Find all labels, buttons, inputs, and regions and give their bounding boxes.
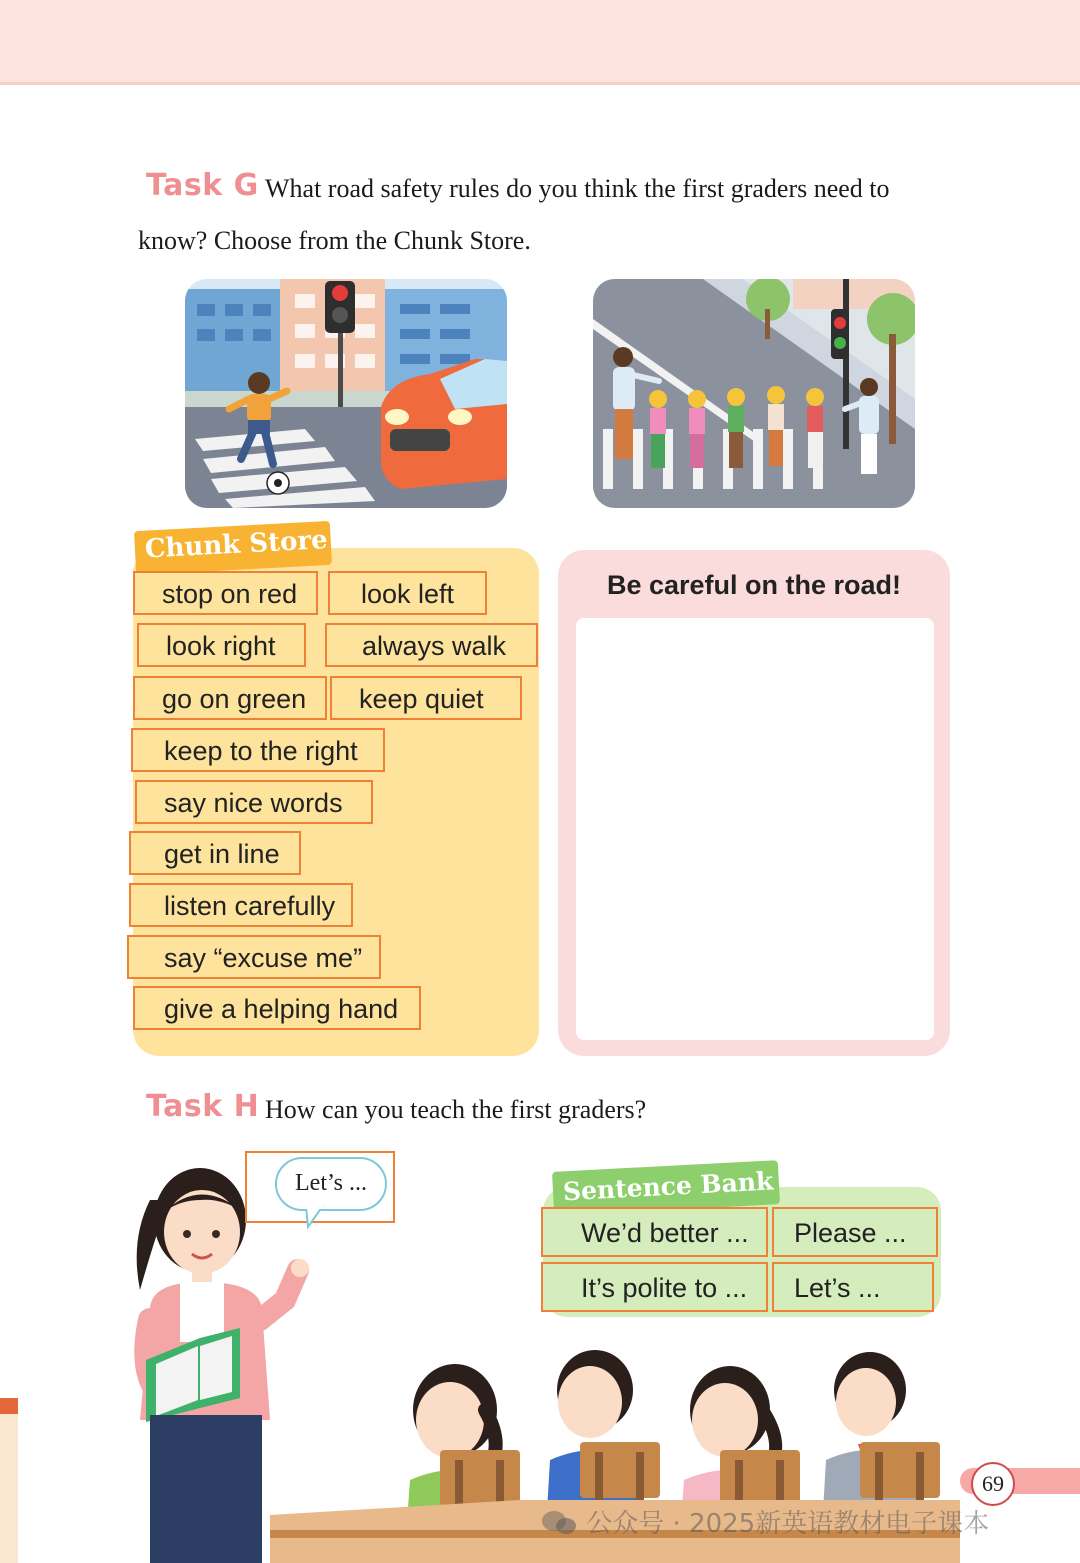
chunk-store-title-text: Chunk Store (144, 525, 329, 565)
chunk-item[interactable]: look left (328, 571, 487, 615)
chunk-item[interactable]: look right (137, 623, 306, 667)
sentence-item[interactable]: Please ... (772, 1207, 938, 1257)
speech-bubble-text: Let’s ... (295, 1170, 367, 1196)
sentence-item[interactable]: Let’s ... (772, 1262, 934, 1312)
chunk-item[interactable]: say nice words (135, 780, 373, 824)
chunk-item[interactable]: listen carefully (129, 883, 353, 927)
chunk-item[interactable]: keep to the right (131, 728, 385, 772)
sentence-item[interactable]: We’d better ... (541, 1207, 768, 1257)
watermark-text: 公众号 · 2025新英语教材电子课本 (586, 1509, 990, 1539)
illustration-boy-running-red-light (185, 279, 507, 508)
page-number: 69 (971, 1462, 1015, 1506)
task-h-tag-text: Task H (146, 1089, 260, 1124)
sentence-item[interactable]: It’s polite to ... (541, 1262, 768, 1312)
left-edge-accent (0, 1398, 18, 1414)
chunk-item[interactable]: say “excuse me” (127, 935, 381, 979)
illustration-children-crossing-road (593, 279, 915, 508)
task-g-tag (146, 168, 259, 203)
wechat-icon (540, 1510, 578, 1536)
header-divider (0, 82, 1080, 85)
speech-bubble-tail (300, 1205, 330, 1231)
chunk-item[interactable]: give a helping hand (133, 986, 421, 1030)
chunk-item[interactable]: stop on red (133, 571, 318, 615)
task-g-tag-text: Task G (146, 168, 259, 203)
task-h-question: How can you teach the first graders? (265, 1095, 647, 1124)
chunk-item[interactable]: get in line (129, 831, 301, 875)
watermark (540, 1503, 989, 1540)
header-band (0, 0, 1080, 82)
task-g-question-line1: What road safety rules do you think the first graders need to (265, 174, 890, 203)
chunk-item[interactable]: keep quiet (330, 676, 522, 720)
task-g-question-line2: know? Choose from the Chunk Store. (138, 226, 531, 255)
writing-area[interactable] (576, 618, 934, 1040)
chunk-item[interactable]: always walk (325, 623, 538, 667)
writing-panel-title: Be careful on the road! (606, 570, 902, 600)
left-edge-strip (0, 1398, 18, 1563)
task-h-tag (146, 1089, 259, 1124)
chunk-item[interactable]: go on green (133, 676, 327, 720)
sentence-bank-title-text: Sentence Bank (562, 1166, 774, 1207)
